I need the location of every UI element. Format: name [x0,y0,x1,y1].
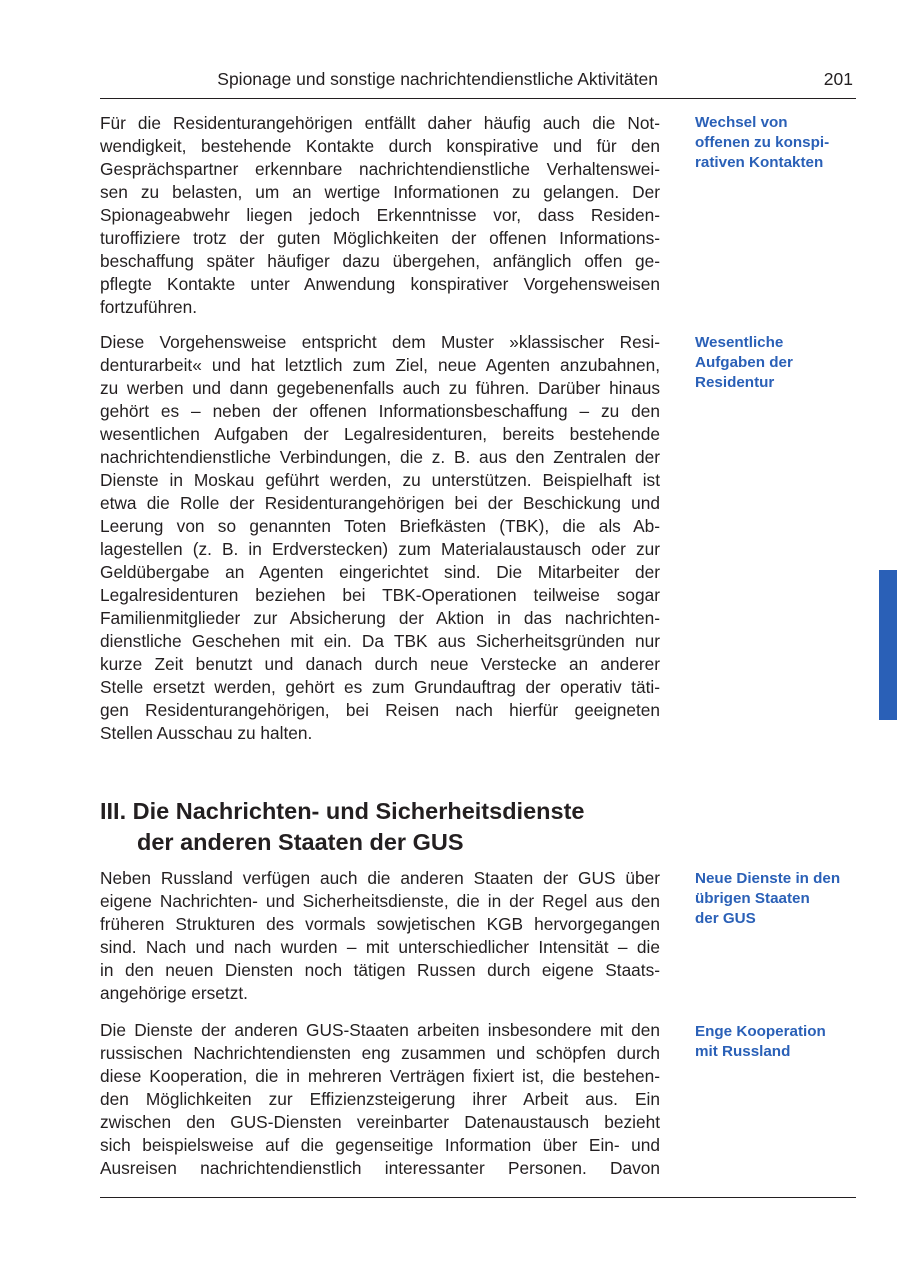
text-line: gen Residenturangehörigen, bei Reisen nach hierfür geeigneten [100,700,660,720]
body-paragraph [100,331,660,745]
text-line: etwa die Rolle der Residenturangehörigen bei der Beschickung und [100,493,660,513]
text-line: Leerung von so genannten Toten Briefkästen (TBK), die als Ab- [100,516,660,536]
running-head-title: Spionage und sonstige nachrichtendienstliche Aktivitäten [217,69,658,89]
marginal-note [695,869,865,929]
marginal-note-line: rativen Kontakten [695,154,824,171]
text-line: lagestellen (z. B. in Erdverstecken) zum Materialaustausch oder zur [100,539,660,559]
section-heading-line: der anderen Staaten der GUS [137,829,464,855]
text-line: denturarbeit« und hat letztlich zum Ziel, neue Agenten anzubahnen, [100,355,660,375]
text-line: zwischen den GUS-Diensten vereinbarter Datenaustausch bezieht [100,1112,660,1132]
body-paragraph [100,112,660,319]
text-line: Für die Residenturangehörigen entfällt daher häufig auch die Not- [100,113,660,133]
marginal-note-line: Aufgaben der [695,354,793,371]
marginal-note-line: der GUS [695,910,756,927]
text-line: sen zu belasten, um an wertige Informationen zu gelangen. Der [100,182,660,202]
marginal-note-line: mit Russland [695,1043,791,1060]
footer-rule [100,1197,856,1198]
text-line: den Möglichkeiten zur Effizienzsteigerung ihrer Arbeit aus. Ein [100,1089,660,1109]
text-line: beschaffung später häufiger dazu übergehen, anfänglich offen ge- [100,251,660,271]
marginal-note-line: Enge Kooperation [695,1023,826,1040]
page-number: 201 [823,69,853,89]
text-line: gehört es – neben der offenen Informationsbeschaffung – zu den [100,401,660,421]
marginal-note-line: Wesentliche [695,334,784,351]
text-line: wesentlichen Aufgaben der Legalresidenturen, bereits bestehende [100,424,660,444]
marginal-note-line: Wechsel von [695,114,788,131]
text-line: wendigkeit, bestehende Kontakte durch konspirative und für den [100,136,660,156]
text-line: zu werben und dann gegebenenfalls auch zu führen. Darüber hinaus [100,378,660,398]
text-line: diese Kooperation, die in mehreren Verträgen fixiert ist, die bestehen- [100,1066,660,1086]
text-line: turoffiziere trotz der guten Möglichkeiten der offenen Informations- [100,228,660,248]
text-line: Spionageabwehr liegen jedoch Erkenntnisse vor, dass Residen- [100,205,660,225]
text-line: Dienste in Moskau geführt werden, zu unterstützen. Beispielhaft ist [100,470,660,490]
text-line: Legalresidenturen beziehen bei TBK-Operationen teilweise sogar [100,585,660,605]
text-line: nachrichtendienstliche Verbindungen, die z. B. aus den Zentralen der [100,447,660,467]
section-heading [100,796,700,858]
section-heading-line: III. Die Nachrichten- und Sicherheitsdienste [100,798,585,824]
marginal-note-line: offenen zu konspi- [695,134,830,151]
text-line: russischen Nachrichtendiensten eng zusammen und schöpfen durch [100,1043,660,1063]
text-line: Gesprächspartner erkennbare nachrichtendienstliche Verhaltenswei- [100,159,660,179]
header-rule [100,98,856,99]
marginal-note-line: Residentur [695,374,775,391]
text-line: sich beispielsweise auf die gegenseitige Information über Ein- und [100,1135,660,1155]
text-line: angehörige ersetzt. [100,983,248,1003]
body-paragraph [100,867,660,1005]
marginal-note-line: Neue Dienste in den [695,870,841,887]
marginal-note [695,113,865,173]
text-line: Stelle ersetzt werden, gehört es zum Grundauftrag der operativ täti- [100,677,660,697]
chapter-thumb-tab [879,570,897,720]
text-line: in den neuen Diensten noch tätigen Russen durch eigene Staats- [100,960,660,980]
text-line: Stellen Ausschau zu halten. [100,723,313,743]
text-line: fortzuführen. [100,297,198,317]
body-paragraph [100,1019,660,1180]
text-line: Geldübergabe an Agenten eingerichtet sind. Die Mitarbeiter der [100,562,660,582]
text-line: sind. Nach und nach wurden – mit unterschiedlicher Intensität – die [100,937,660,957]
text-line: dienstliche Geschehen mit ein. Da TBK aus Sicherheitsgründen nur [100,631,660,651]
text-line: Familienmitglieder zur Absicherung der Aktion in das nachrichten- [100,608,660,628]
text-line: eigene Nachrichten- und Sicherheitsdienste, die in der Regel aus den [100,891,660,911]
text-line: Die Dienste der anderen GUS-Staaten arbeiten insbesondere mit den [100,1020,660,1040]
text-line: pflegte Kontakte unter Anwendung konspirativer Vorgehensweisen [100,274,660,294]
text-line: kurze Zeit benutzt und danach durch neue Verstecke an anderer [100,654,660,674]
marginal-note-line: übrigen Staaten [695,890,810,907]
text-line: früheren Strukturen des vormals sowjetischen KGB hervorgegangen [100,914,660,934]
marginal-note [695,333,865,393]
running-head [100,67,855,91]
text-line: Diese Vorgehensweise entspricht dem Muster »klassischer Resi- [100,332,660,352]
text-line: Ausreisen nachrichtendienstlich interessanter Personen. Davon [100,1158,660,1178]
marginal-note [695,1022,865,1062]
text-line: Neben Russland verfügen auch die anderen Staaten der GUS über [100,868,660,888]
